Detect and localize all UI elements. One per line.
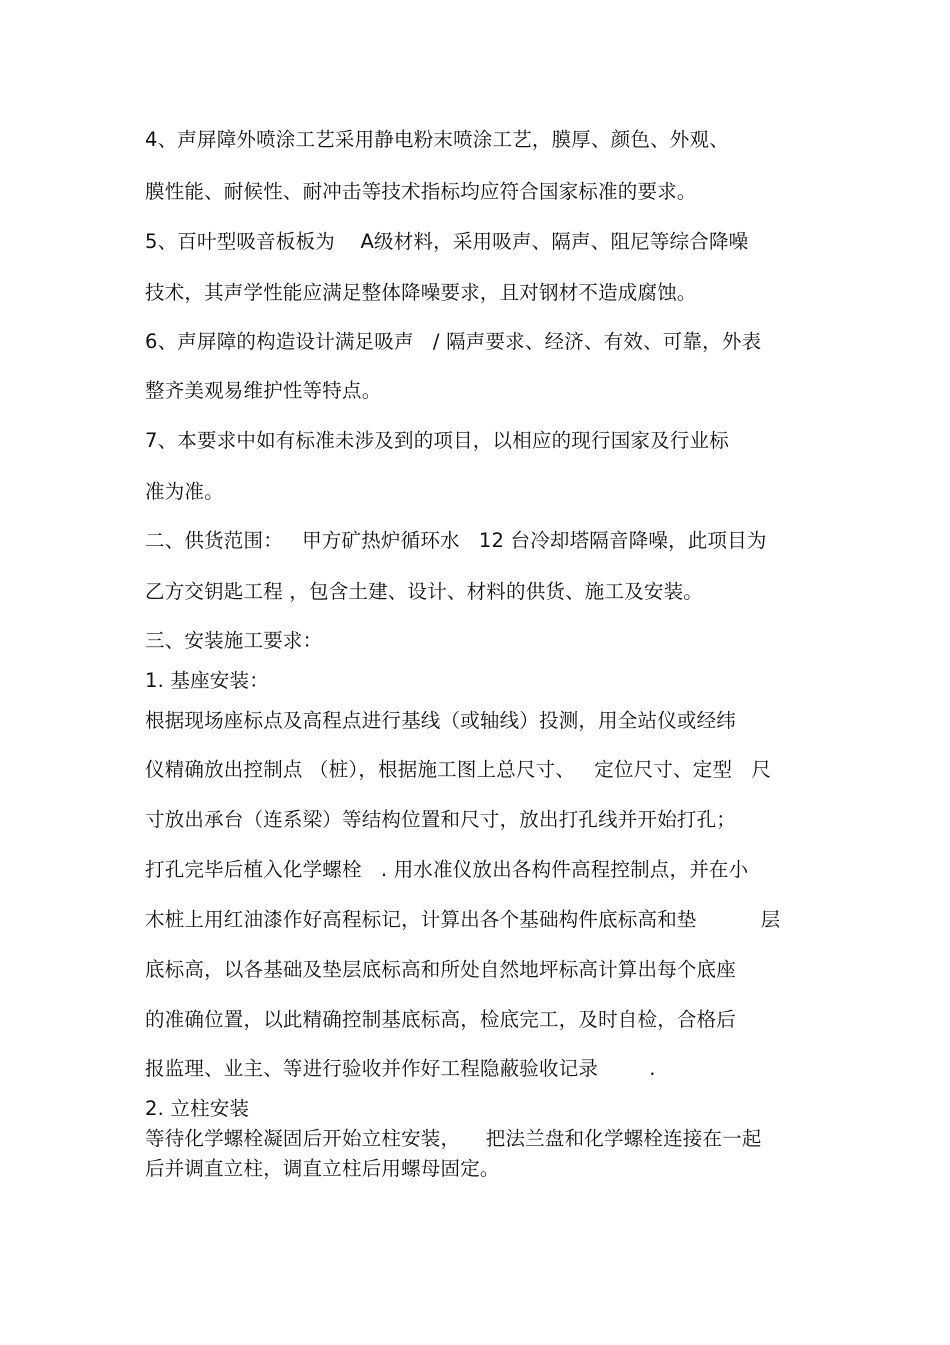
subsection-heading: 2. 立柱安装	[145, 1097, 250, 1120]
paragraph-line: 膜性能、耐候性、耐冲击等技术指标均应符合国家标准的要求。	[145, 180, 697, 203]
paragraph-line: 仪精确放出控制点 （桩），根据施工图上总尺寸、 定位尺寸、定型 尺	[145, 758, 772, 781]
section-heading: 三、安装施工要求：	[145, 629, 323, 652]
paragraph-line: 打孔完毕后植入化学螺栓 . 用水准仪放出各构件高程控制点，并在小	[145, 858, 749, 881]
paragraph-line: 5、百叶型吸音板板为 A级材料，采用吸声、隔声、阻尼等综合降噪	[145, 230, 749, 253]
paragraph-line: 木桩上用红油漆作好高程标记，计算出各个基础构件底标高和垫 层	[145, 908, 781, 931]
paragraph-line: 后并调直立柱，调直立柱后用螺母固定。	[145, 1157, 500, 1180]
subsection-heading: 1. 基座安装：	[145, 669, 269, 692]
paragraph-line: 二、供货范围： 甲方矿热炉循环水 12 台冷却塔隔音降噪，此项目为	[145, 529, 767, 552]
paragraph-line: 寸放出承台（连系梁）等结构位置和尺寸，放出打孔线并开始打孔；	[145, 808, 737, 831]
paragraph-line: 乙方交钥匙工程 ，包含土建、设计、材料的供货、施工及安装。	[145, 580, 703, 603]
paragraph-line: 底标高，以各基础及垫层底标高和所处自然地坪标高计算出每个底座	[145, 958, 737, 981]
paragraph-line: 技术，其声学性能应满足整体降噪要求，且对钢材不造成腐蚀。	[145, 281, 697, 304]
paragraph-line: 根据现场座标点及高程点进行基线（或轴线）投测，用全站仪或经纬	[145, 709, 737, 732]
paragraph-line: 等待化学螺栓凝固后开始立柱安装， 把法兰盘和化学螺栓连接在一起	[145, 1127, 762, 1150]
paragraph-line: 4、声屏障外喷涂工艺采用静电粉末喷涂工艺，膜厚、颜色、外观、	[145, 128, 729, 151]
paragraph-line: 报监理、业主、等进行验收并作好工程隐蔽验收记录 .	[145, 1057, 656, 1080]
paragraph-line: 准为准。	[145, 480, 224, 503]
paragraph-line: 整齐美观易维护性等特点。	[145, 379, 382, 402]
paragraph-line: 7、本要求中如有标准未涉及到的项目，以相应的现行国家及行业标	[145, 429, 729, 452]
paragraph-line: 6、声屏障的构造设计满足吸声 / 隔声要求、经济、有效、可靠，外表	[145, 330, 762, 353]
paragraph-line: 的准确位置，以此精确控制基底标高，检底完工，及时自检，合格后	[145, 1008, 737, 1031]
